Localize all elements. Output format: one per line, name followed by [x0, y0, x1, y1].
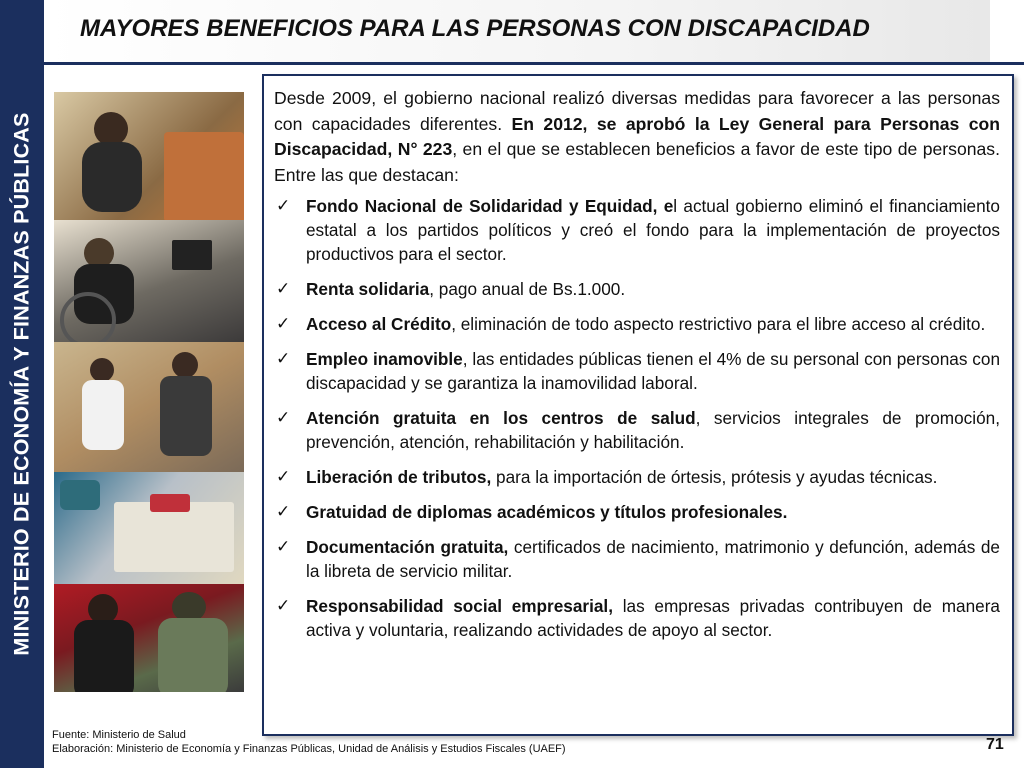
- benefit-title: Responsabilidad social empresarial,: [306, 596, 613, 616]
- footer: [52, 728, 566, 756]
- photo-ceremony: [54, 584, 244, 692]
- benefit-title: Acceso al Crédito: [306, 314, 452, 334]
- photo-documents: [54, 472, 244, 584]
- benefit-item: [274, 406, 1000, 454]
- benefit-item: [274, 312, 1000, 336]
- benefit-item: [274, 194, 1000, 266]
- benefit-title: Renta solidaria: [306, 279, 430, 299]
- check-icon: ✓: [276, 502, 291, 521]
- photo-office-worker: [54, 92, 244, 220]
- benefits-panel: [262, 74, 1014, 736]
- check-icon: ✓: [276, 537, 291, 556]
- ministry-sidebar: [0, 0, 44, 768]
- footer-source: Fuente: Ministerio de Salud: [52, 729, 186, 741]
- benefit-title: Empleo inamovible: [306, 349, 463, 369]
- title-bar: [44, 0, 990, 62]
- benefit-description: , pago anual de Bs.1.000.: [429, 279, 626, 299]
- benefit-title: Gratuidad de diplomas académicos y títulos profesionales.: [306, 502, 788, 522]
- check-icon: ✓: [276, 196, 291, 215]
- benefit-description: , las entidades públicas tienen el 4% de su personal con personas con discapacidad y se garantiza la inamovilidad laboral.: [306, 349, 1001, 393]
- benefit-item: [274, 535, 1000, 583]
- benefit-description: l actual gobierno eliminó el financiamiento estatal a los partidos políticos y creó el fondo para la implementación de proyectos productivos para el sector.: [306, 196, 1000, 264]
- benefit-item: [274, 465, 1000, 489]
- benefit-title: Documentación gratuita,: [306, 537, 509, 557]
- photo-wheelchair-computer: [54, 220, 244, 342]
- intro-text: Desde 2009, el gobierno nacional realizó diversas medidas para favorecer a las personas con capacidades diferentes.: [274, 88, 1000, 134]
- page-title: MAYORES BENEFICIOS PARA LAS PERSONAS CON DISCAPACIDAD: [80, 15, 870, 42]
- law-highlight: En 2012, se aprobó la Ley General para Personas con Discapacidad, N° 223: [274, 113, 1001, 159]
- benefit-item: [274, 277, 1000, 301]
- benefit-title: Liberación de tributos,: [306, 467, 492, 487]
- check-icon: ✓: [276, 596, 291, 615]
- benefit-item: [274, 347, 1000, 395]
- check-icon: ✓: [276, 467, 291, 486]
- benefit-description: , servicios integrales de promoción, prevención, atención, rehabilitación y habilitación.: [306, 408, 1000, 452]
- photo-therapy: [54, 342, 244, 472]
- footer-elaboration: Elaboración: Ministerio de Economía y Finanzas Públicas, Unidad de Análisis y Estudios Fiscales (UAEF): [52, 743, 566, 755]
- photo-collage: [54, 92, 244, 692]
- benefit-item: [274, 594, 1000, 642]
- benefit-description: , eliminación de todo aspecto restrictivo para el libre acceso al crédito.: [451, 314, 986, 334]
- benefit-description: las empresas privadas contribuyen de manera activa y voluntaria, realizando actividades de apoyo al sector.: [306, 596, 1000, 640]
- intro-text-end: , en el que se establecen beneficios a favor de este tipo de personas. Entre las que destacan:: [274, 139, 1000, 185]
- benefit-description: para la importación de órtesis, prótesis y ayudas técnicas.: [491, 467, 938, 487]
- check-icon: ✓: [276, 408, 291, 427]
- check-icon: ✓: [276, 279, 291, 298]
- intro-paragraph: [274, 86, 1000, 188]
- page-number: 71: [986, 736, 1004, 753]
- title-divider: [44, 62, 1024, 65]
- benefits-list: [274, 194, 1000, 642]
- benefit-title: Fondo Nacional de Solidaridad y Equidad, e: [306, 196, 674, 216]
- check-icon: ✓: [276, 349, 291, 368]
- benefit-item: [274, 500, 1000, 524]
- ministry-name: MINISTERIO DE ECONOMÍA Y FINANZAS PÚBLICAS: [9, 112, 34, 656]
- benefit-title: Atención gratuita en los centros de salud: [306, 408, 696, 428]
- check-icon: ✓: [276, 314, 291, 333]
- benefit-description: certificados de nacimiento, matrimonio y defunción, además de la libreta de servicio militar.: [306, 537, 1000, 581]
